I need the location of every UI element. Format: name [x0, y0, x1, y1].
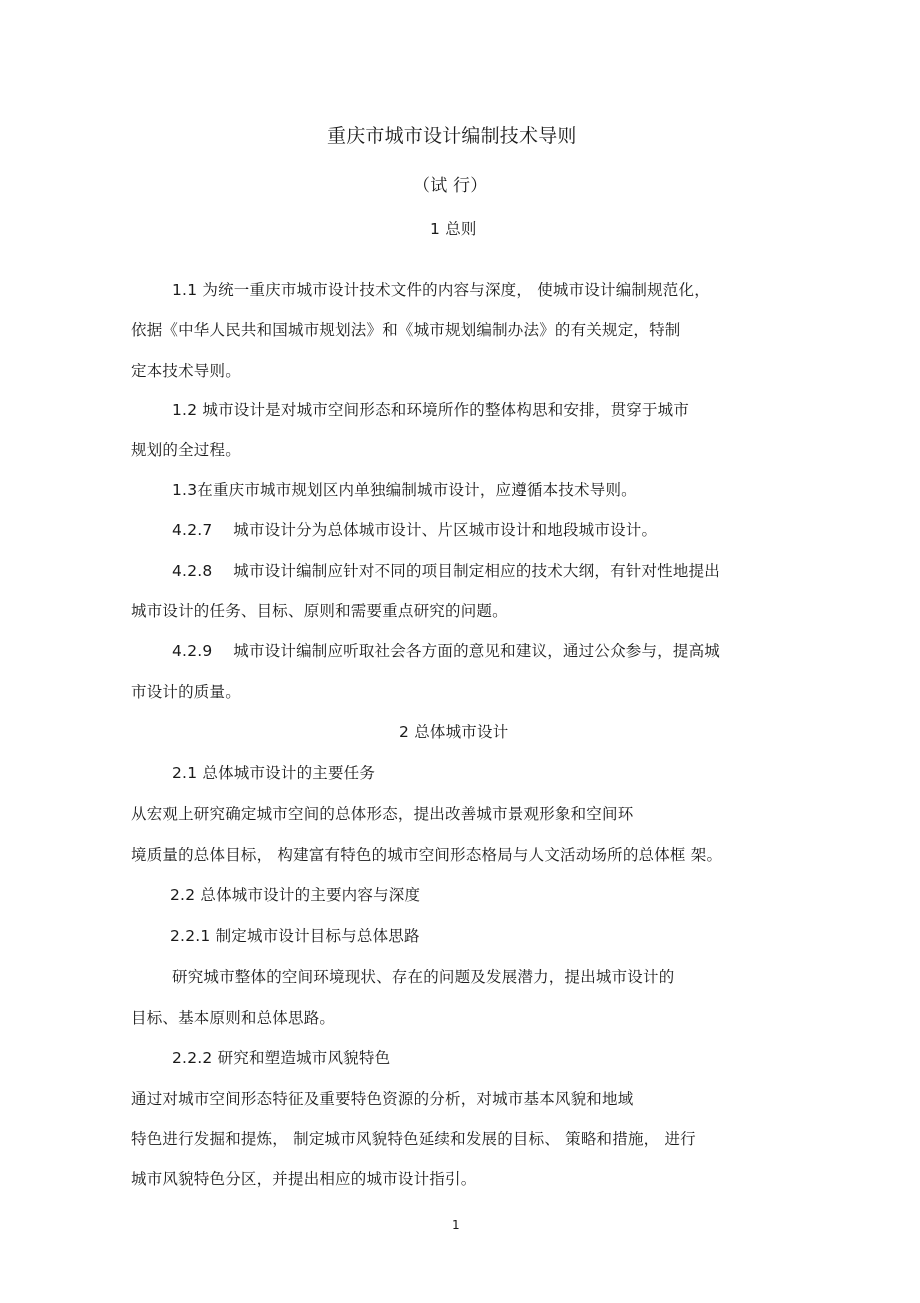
paragraph-4-2-7-line-1: 4.2.7 城市设计分为总体城市设计、片区城市设计和地段城市设计。	[172, 521, 658, 539]
paragraph-1-3-line-1: 1.3在重庆市城市规划区内单独编制城市设计，应遵循本技术导则。	[172, 481, 637, 499]
paragraph-2-2-2-line-3: 城市风貌特色分区，并提出相应的城市设计指引。	[131, 1170, 477, 1188]
paragraph-1-1-line-2: 依据《中华人民共和国城市规划法》和《城市规划编制办法》的有关规定，特制	[131, 321, 681, 339]
paragraph-4-2-9-line-1: 4.2.9 城市设计编制应听取社会各方面的意见和建议，通过公众参与，提高城	[172, 642, 720, 660]
section-heading-2: 2 总体城市设计	[399, 723, 509, 741]
paragraph-4-2-8-line-2: 城市设计的任务、目标、原则和需要重点研究的问题。	[131, 602, 508, 620]
paragraph-2-2-2-line-2: 特色进行发掘和提炼， 制定城市风貌特色延续和发展的目标、 策略和措施， 进行	[131, 1130, 696, 1148]
subsection-heading-2-1: 2.1 总体城市设计的主要任务	[172, 764, 376, 782]
subsection-heading-2-2-2: 2.2.2 研究和塑造城市风貌特色	[172, 1049, 391, 1067]
paragraph-1-2-line-2: 规划的全过程。	[131, 441, 241, 459]
paragraph-2-2-2-line-1: 通过对城市空间形态特征及重要特色资源的分析，对城市基本风貌和地域	[131, 1090, 634, 1108]
document-subtitle: （试 行）	[413, 176, 488, 196]
paragraph-1-1-line-3: 定本技术导则。	[131, 362, 241, 380]
subsection-heading-2-2: 2.2 总体城市设计的主要内容与深度	[170, 886, 421, 904]
paragraph-1-2-line-1: 1.2 城市设计是对城市空间形态和环境所作的整体构思和安排，贯穿于城市	[172, 401, 690, 419]
subsection-heading-2-2-1: 2.2.1 制定城市设计目标与总体思路	[170, 927, 420, 945]
paragraph-4-2-8-line-1: 4.2.8 城市设计编制应针对不同的项目制定相应的技术大纲，有针对性地提出	[172, 562, 720, 580]
paragraph-2-2-1-line-1: 研究城市整体的空间环境现状、存在的问题及发展潜力，提出城市设计的	[172, 968, 675, 986]
paragraph-2-1-line-1: 从宏观上研究确定城市空间的总体形态，提出改善城市景观形象和空间环	[131, 805, 634, 823]
section-heading-1: 1 总则	[430, 220, 477, 238]
paragraph-4-2-9-line-2: 市设计的质量。	[131, 683, 241, 701]
paragraph-2-2-1-line-2: 目标、基本原则和总体思路。	[131, 1009, 336, 1027]
paragraph-1-1-line-1: 1.1 为统一重庆市城市设计技术文件的内容与深度， 使城市设计编制规范化，	[172, 281, 710, 299]
page-number: 1	[452, 1218, 460, 1232]
paragraph-2-1-line-2: 境质量的总体目标， 构建富有特色的城市空间形态格局与人文活动场所的总体框 架。	[131, 846, 723, 864]
document-title: 重庆市城市设计编制技术导则	[327, 125, 577, 147]
